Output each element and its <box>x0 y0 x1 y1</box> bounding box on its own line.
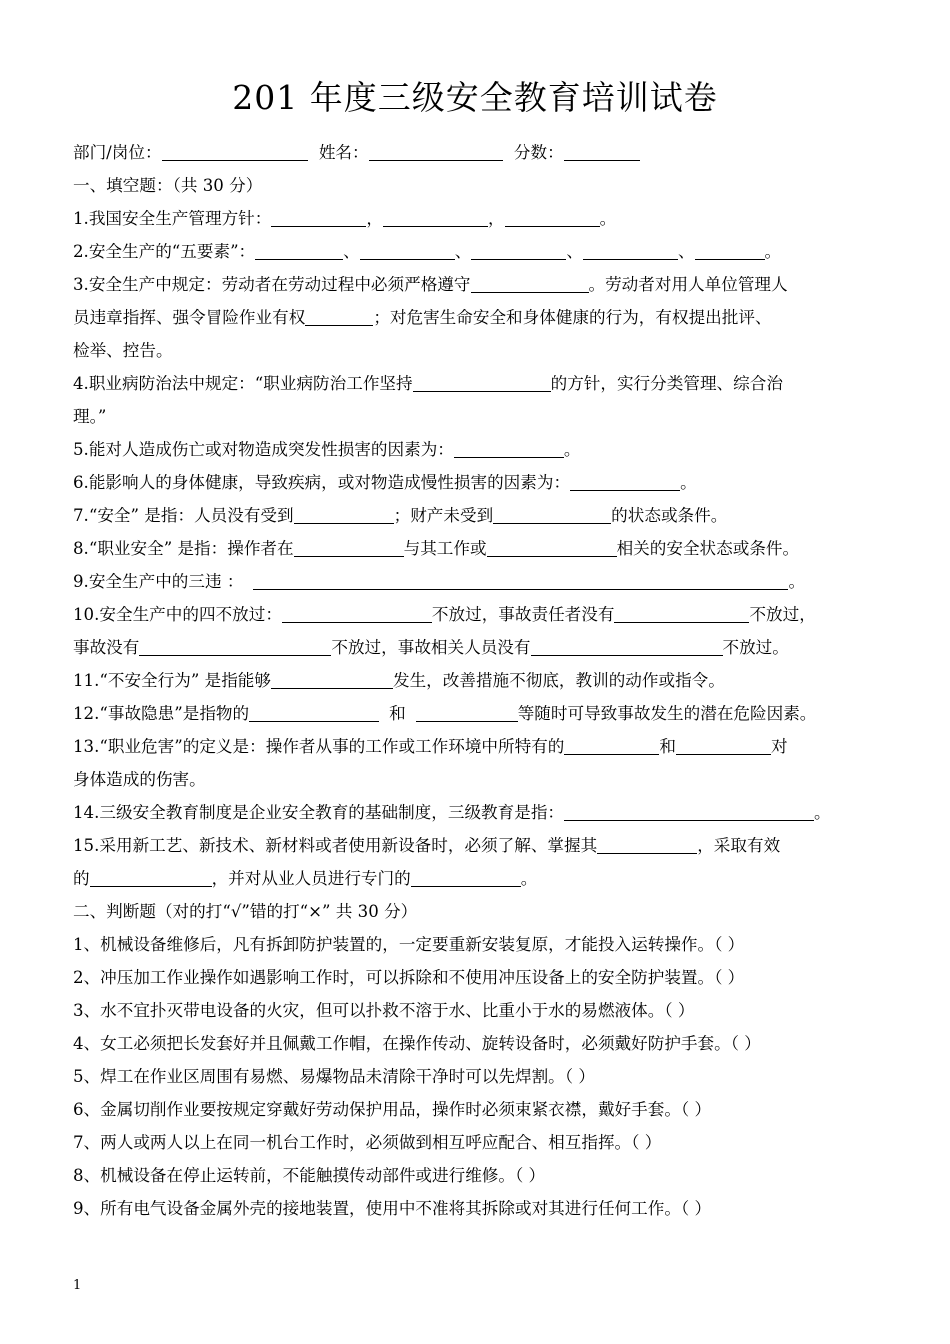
question-3-line-1 <box>73 268 893 301</box>
q2-sep: 、 <box>343 242 360 261</box>
question-3-line-2 <box>73 301 893 334</box>
question-4-line-1 <box>73 367 893 400</box>
q6-end: 。 <box>680 473 697 492</box>
q11-text: 发生，改善措施不彻底，教训的动作或指令。 <box>392 671 725 690</box>
q10-blank-1[interactable] <box>282 602 432 623</box>
q13-text: 13.“职业危害”的定义是：操作者从事的工作或工作环境中所特有的 <box>73 737 565 756</box>
question-6 <box>73 466 893 499</box>
q3-text: 。劳动者对用人单位管理人 <box>588 275 788 294</box>
question-2 <box>73 235 893 268</box>
q8-text: 相关的安全状态或条件。 <box>616 539 800 558</box>
judgment-item-9: 9、所有电气设备金属外壳的接地装置，使用中不准将其拆除或对其进行任何工作。（ ） <box>73 1199 712 1218</box>
q13-text: 和 <box>659 737 676 756</box>
question-13-line-2: 身体造成的伤害。 <box>73 770 206 789</box>
q2-text: 2.安全生产的“五要素”： <box>73 242 256 261</box>
q5-blank[interactable] <box>454 437 564 458</box>
q14-text: 14.三级安全教育制度是企业安全教育的基础制度，三级教育是指： <box>73 803 565 822</box>
q10-text: 10.安全生产中的四不放过： <box>73 605 282 624</box>
q15-text: ，并对从业人员进行专门的 <box>211 869 411 888</box>
q15-blank-3[interactable] <box>411 866 521 887</box>
q8-blank-2[interactable] <box>487 536 617 557</box>
question-8 <box>73 532 893 565</box>
q7-text: ；财产未受到 <box>393 506 494 525</box>
question-5 <box>73 433 893 466</box>
question-10-line-2 <box>73 631 893 664</box>
q1-blank-1[interactable] <box>271 206 366 227</box>
q10-blank-2[interactable] <box>614 602 749 623</box>
q5-text: 5.能对人造成伤亡或对物造成突发性损害的因素为： <box>73 440 454 459</box>
q1-blank-3[interactable] <box>505 206 600 227</box>
q2-blank-5[interactable] <box>695 239 765 260</box>
question-1 <box>73 202 893 235</box>
q13-blank-1[interactable] <box>564 734 659 755</box>
q10-text: 不放过，事故责任者没有 <box>431 605 615 624</box>
question-15-line-2 <box>73 862 893 895</box>
question-7 <box>73 499 893 532</box>
judgment-item-7: 7、两人或两人以上在同一机台工作时，必须做到相互呼应配合、相互指挥。（ ） <box>73 1133 662 1152</box>
q10-text: 不放过。 <box>722 638 789 657</box>
q6-text: 6.能影响人的身体健康，导致疾病，或对物造成慢性损害的因素为： <box>73 473 571 492</box>
judgment-item-8: 8、机械设备在停止运转前，不能触摸传动部件或进行维修。（ ） <box>73 1166 546 1185</box>
q13-blank-2[interactable] <box>676 734 771 755</box>
q12-text: 12.“事故隐患”是指物的 <box>73 704 250 723</box>
q11-text: 11.“不安全行为” 是指能够 <box>73 671 271 690</box>
q15-text: 15.采用新工艺、新技术、新材料或者使用新设备时，必须了解、掌握其 <box>73 836 598 855</box>
q4-text: 的方针，实行分类管理、综合治 <box>550 374 783 393</box>
question-4-line-2: 理。” <box>73 407 107 426</box>
q2-blank-1[interactable] <box>255 239 343 260</box>
judgment-item-3: 3、水不宜扑灭带电设备的火灾，但可以扑救不溶于水、比重小于水的易燃液体。（ ） <box>73 1001 695 1020</box>
q1-blank-2[interactable] <box>383 206 488 227</box>
q2-end: 。 <box>764 242 782 261</box>
section2-heading: 二、判断题（对的打“√”错的打“×” 共 30 分） <box>73 902 418 921</box>
q3-text: 员违章指挥、强令冒险作业有权 <box>73 308 306 327</box>
exam-title: 201 年度三级安全教育培训试卷 <box>232 78 718 117</box>
question-9 <box>73 565 893 598</box>
q2-sep: 、 <box>677 242 695 261</box>
q3-text: 3.安全生产中规定：劳动者在劳动过程中必须严格遵守 <box>73 275 471 294</box>
judgment-item-2: 2、冲压加工作业操作如遇影响工作时，可以拆除和不使用冲压设备上的安全防护装置。（ ） <box>73 968 745 987</box>
q4-text: 4.职业病防治法中规定：“职业病防治工作坚持 <box>73 374 413 393</box>
q7-text: 7.“安全” 是指：人员没有受到 <box>73 506 294 525</box>
q2-sep: 、 <box>566 242 583 261</box>
q8-text: 与其工作或 <box>403 539 487 558</box>
q8-blank-1[interactable] <box>294 536 404 557</box>
name-blank[interactable] <box>369 140 503 161</box>
page-number: 1 <box>73 1278 82 1293</box>
judgment-item-5: 5、焊工在作业区周围有易燃、易爆物品未清除干净时可以先焊割。（ ） <box>73 1067 595 1086</box>
q10-text: 事故没有 <box>73 638 140 657</box>
q10-text: 不放过，事故相关人员没有 <box>331 638 531 657</box>
judgment-item-6: 6、金属切削作业要按规定穿戴好劳动保护用品，操作时必须束紧衣襟，戴好手套。（ ） <box>73 1100 712 1119</box>
section1-heading: 一、填空题：（共 30 分） <box>73 176 263 195</box>
q3-blank-2[interactable] <box>305 305 373 326</box>
q9-blank[interactable] <box>253 569 788 590</box>
q7-text: 的状态或条件。 <box>611 506 728 525</box>
question-14 <box>73 796 893 829</box>
q15-end: 。 <box>520 869 538 888</box>
q7-blank-2[interactable] <box>493 503 611 524</box>
q15-text: 的 <box>73 869 90 888</box>
q6-blank[interactable] <box>570 470 680 491</box>
q1-text: 1.我国安全生产管理方针： <box>73 209 272 228</box>
q12-blank-1[interactable] <box>249 701 379 722</box>
q2-sep: 、 <box>454 242 472 261</box>
dept-blank[interactable] <box>162 140 308 161</box>
name-label: 姓名： <box>318 143 369 162</box>
question-11 <box>73 664 893 697</box>
score-blank[interactable] <box>564 140 640 161</box>
q12-blank-2[interactable] <box>416 701 518 722</box>
exam-body <box>73 136 893 1225</box>
q14-end: 。 <box>814 803 831 822</box>
q10-text: 不放过， <box>749 605 816 624</box>
q8-text: 8.“职业安全” 是指：操作者在 <box>73 539 294 558</box>
q1-comma-1: ， <box>366 209 383 228</box>
q15-blank-2[interactable] <box>90 866 212 887</box>
q3-text: ；对危害生命安全和身体健康的行为，有权提出批评、 <box>373 308 772 327</box>
q7-blank-1[interactable] <box>294 503 394 524</box>
q2-blank-3[interactable] <box>471 239 566 260</box>
dept-label: 部门/岗位： <box>73 143 162 162</box>
header-fields-row <box>73 136 893 169</box>
judgment-item-4: 4、女工必须把长发套好并且佩戴工作帽，在操作传动、旋转设备时，必须戴好防护手套。（ ） <box>73 1034 761 1053</box>
q2-blank-4[interactable] <box>583 239 678 260</box>
q12-text: 和 <box>389 704 406 723</box>
q2-blank-2[interactable] <box>360 239 455 260</box>
question-10-line-1 <box>73 598 893 631</box>
question-13-line-1 <box>73 730 893 763</box>
q14-blank[interactable] <box>564 800 814 821</box>
question-12 <box>73 697 893 730</box>
q10-blank-3[interactable] <box>139 635 331 656</box>
question-3-line-3: 检举、控告。 <box>73 341 173 360</box>
q10-blank-4[interactable] <box>531 635 723 656</box>
q4-blank[interactable] <box>413 371 551 392</box>
q3-blank-1[interactable] <box>471 272 589 293</box>
q1-comma-2: ， <box>487 209 505 228</box>
q11-blank[interactable] <box>271 668 393 689</box>
q9-text: 9.安全生产中的三违 ： <box>73 572 244 591</box>
q15-text: ，采取有效 <box>697 836 781 855</box>
q15-blank-1[interactable] <box>597 833 697 854</box>
q1-end: 。 <box>599 209 617 228</box>
q12-text: 等随时可导致事故发生的潜在危险因素。 <box>517 704 817 723</box>
q5-end: 。 <box>563 440 581 459</box>
q13-text: 对 <box>770 737 788 756</box>
judgment-item-1: 1、机械设备维修后，凡有拆卸防护装置的，一定要重新安装复原，才能投入运转操作。（ ） <box>73 935 745 954</box>
score-label: 分数： <box>513 143 564 162</box>
question-15-line-1 <box>73 829 893 862</box>
q9-end: 。 <box>788 572 806 591</box>
